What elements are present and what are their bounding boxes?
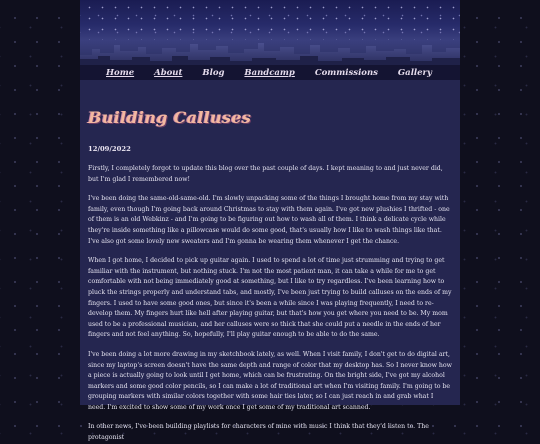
post-paragraph: I've been doing a lot more drawing in my sketchbook lately, as well. When I visit family, I don't get to do digital art, since my laptop's screen doesn't have the same depth and range of color that my desktop has. So I never know how a piece is actually going to look until I get home, which can be frustrating. On the bright side, I've got my alcohol markers and some good color pencils, so I can make a lot of traditional art when I'm visiting family. I'm going to be grouping markers with similar colors together with some hair ties later, so I can just reach in and grab what I need. I'm excited to show some of my work once I get some of my traditional art scanned. xyxy=(88,350,452,411)
post-paragraph: When I got home, I decided to pick up guitar again. I used to spend a lot of time just strumming and trying to get familiar with the instrument, but nothing stuck. I'm not the most patient man, it can take a while for me to get comfortable with not being immediately good at something, but I like to try regardless. I've been learning how to pluck the strings properly and understand tabs, and mostly, I've been just trying to build calluses on the ends of my fingers. I used to have some good ones, but since it's been a while since I was playing frequently, I need to re-develop them. My fingers hurt like hell after playing guitar, but that's how you get where you need to be. My mom used to be a professional musician, and her calluses were so thick that she could put a needle in the ends of her fingers and not feel anything. So, hopefully, I'll play guitar enough to be able to do the same. xyxy=(88,257,452,339)
nav-commissions-link[interactable]: Commissions xyxy=(314,67,378,78)
post-paragraph: In other news, I've been building playlists for characters of mine with music I think that they'd listen to. The protagonist xyxy=(88,423,429,442)
post-paragraph: I've been doing the same-old-same-old. I'm slowly unpacking some of the things I brought home from my stay with family, even though I'm going back around Christmas to stay with them again. I've got new plushies I thrifted - one of them is an old Webkinz - and I'm going to be figuring out how to wash all of them. I think a delicate cycle while they're inside something like a pillowcase would do some good, that's usually how I like to wash things like that. I've also got some lovely new sweaters and I'm gonna be wearing them whenever I get the chance. xyxy=(88,195,450,245)
nav-home-link[interactable]: Home xyxy=(106,67,135,78)
nav-bandcamp-link[interactable]: Bandcamp xyxy=(244,67,295,78)
nav-gallery-link[interactable]: Gallery xyxy=(397,67,432,78)
main-nav xyxy=(80,65,460,80)
header-banner xyxy=(80,0,460,65)
post-title: Building Calluses xyxy=(88,108,252,127)
blog-post xyxy=(80,80,460,444)
post-paragraph: Firstly, I completely forgot to update this blog over the past couple of days. I kept meaning to and just never did, but I'm glad I remembered now! xyxy=(88,165,443,183)
city-skyline xyxy=(80,33,460,65)
nav-blog-link[interactable]: Blog xyxy=(202,67,225,78)
nav-about-link[interactable]: About xyxy=(154,67,183,78)
page-container xyxy=(80,0,460,442)
post-date: 12/09/2022 xyxy=(88,145,131,153)
